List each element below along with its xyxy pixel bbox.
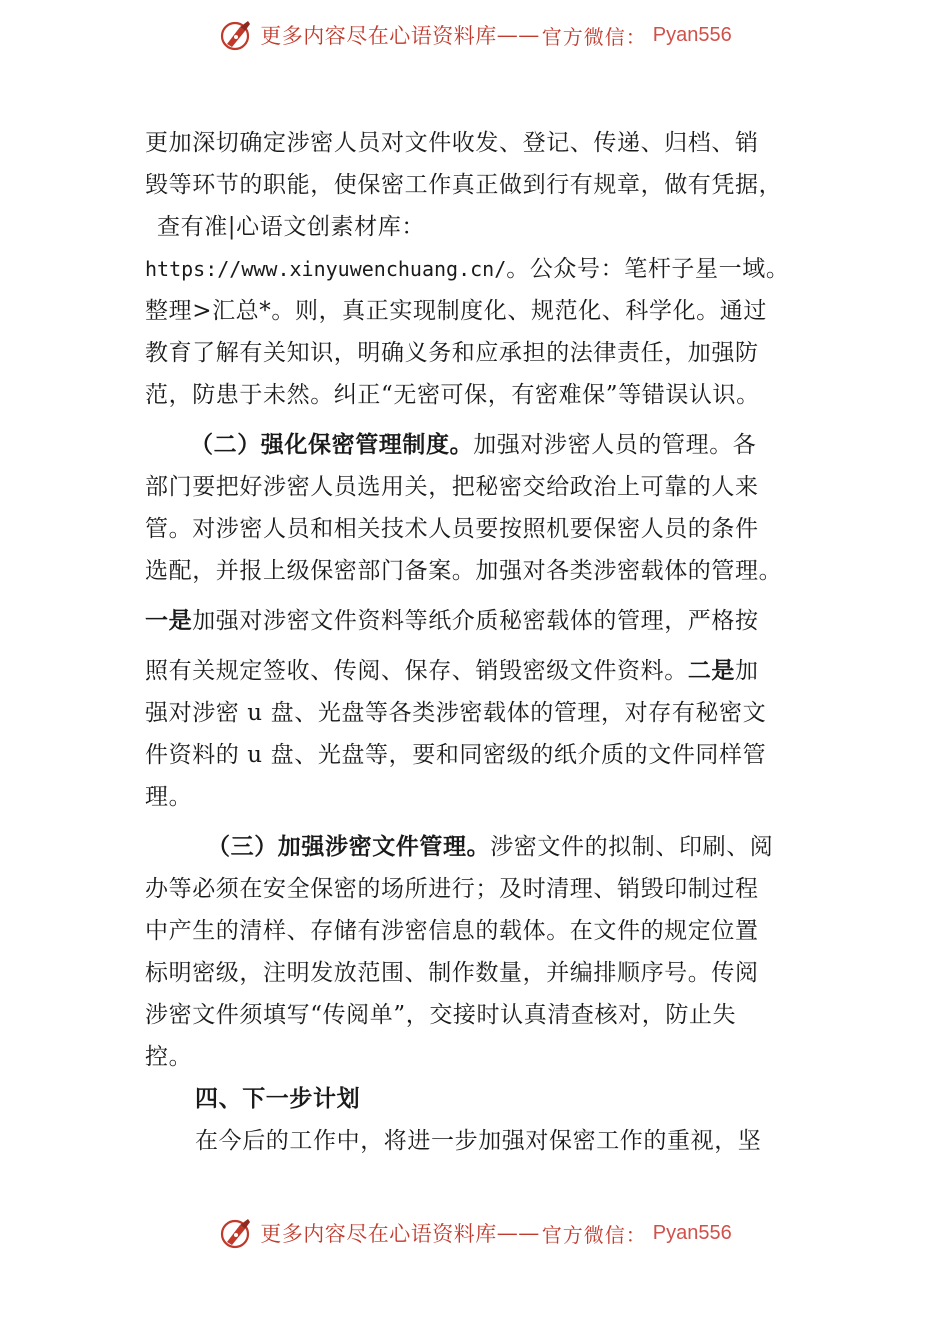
body-line: [145, 650, 835, 692]
banner-wechat-id: Pyan556: [652, 1221, 732, 1244]
body-text: 涉密文件的拟制、印刷、阅: [490, 834, 774, 860]
banner-text: 更多内容尽在心语资料库: [260, 24, 497, 48]
pen-nib-logo-icon: [218, 17, 254, 53]
body-line: 办等必须在安全保密的场所进行；及时清理、销毁印制过程: [145, 876, 759, 902]
body-text: 。公众号：笔杆子星一域。: [506, 256, 790, 282]
document-body: [145, 122, 835, 1162]
point-one-label: 一是: [145, 608, 193, 634]
banner-wechat-id: Pyan556: [652, 23, 732, 46]
body-line: [145, 600, 835, 642]
body-text: 加强对涉密文件资料等纸介质秘密载体的管理，严格按: [192, 608, 759, 634]
body-line: 标明密级，注明发放范围、制作数量，并编排顺序号。传阅: [145, 960, 759, 986]
banner-text: 更多内容尽在心语资料库: [260, 1222, 497, 1246]
banner-wechat-label: 官方微信：: [541, 1222, 647, 1247]
body-line: 控。: [145, 1044, 193, 1070]
banner-dash: ——: [496, 1221, 540, 1245]
body-line: 部门要把好涉密人员选用关，把秘密交给政治上可靠的人来: [145, 474, 759, 500]
body-line: 更加深切确定涉密人员对文件收发、登记、传递、归档、销: [145, 130, 759, 156]
body-text: 照有关规定签收、传阅、保存、销毁密级文件资料。: [145, 658, 688, 684]
body-line: 件资料的 u 盘、光盘等，要和同密级的纸介质的文件同样管: [145, 742, 767, 768]
body-line: 涉密文件须填写“传阅单”，交接时认真清查核对，防止失: [145, 1002, 737, 1028]
footer-banner: [0, 1210, 950, 1256]
banner-wechat-label: 官方微信：: [541, 24, 647, 49]
section-3-first-line: [145, 826, 835, 868]
body-line: 管。对涉密人员和相关技术人员要按照机要保密人员的条件: [145, 516, 759, 542]
body-line: 理。: [145, 784, 193, 810]
header-banner: [0, 12, 950, 58]
section-4-heading: 四、下一步计划: [195, 1086, 361, 1112]
url-text: https://www.xinyuwenchuang.cn/: [145, 257, 507, 281]
body-line: 范，防患于未然。纠正“无密可保，有密难保”等错误认识。: [145, 382, 760, 408]
body-text: 加强对涉密人员的管理。各: [473, 432, 757, 458]
body-line: 选配，并报上级保密部门备案。加强对各类涉密载体的管理。: [145, 558, 783, 584]
banner-dash: ——: [496, 23, 540, 47]
body-line: 教育了解有关知识，明确义务和应承担的法律责任，加强防: [145, 340, 759, 366]
pen-nib-logo-icon: [218, 1215, 254, 1251]
body-line: 在今后的工作中，将进一步加强对保密工作的重视，坚: [195, 1128, 762, 1154]
body-line: 中产生的清样、存储有涉密信息的载体。在文件的规定位置: [145, 918, 759, 944]
point-two-label: 二是: [687, 658, 736, 684]
body-line: 强对涉密 u 盘、光盘等各类涉密载体的管理，对存有秘密文: [145, 700, 767, 726]
section-2-first-line: [145, 424, 835, 466]
body-line: 查有准|心语文创素材库：: [157, 214, 425, 240]
body-line: 毁等环节的职能，使保密工作真正做到行有规章，做有凭据，: [145, 172, 783, 198]
body-text: 加: [735, 658, 759, 684]
body-line: 整理>汇总*。则，真正实现制度化、规范化、科学化。通过: [145, 298, 767, 324]
section-2-heading: （二）强化保密管理制度。: [190, 432, 474, 458]
section-3-heading: （三）加强涉密文件管理。: [207, 834, 491, 860]
body-line: [145, 248, 835, 290]
